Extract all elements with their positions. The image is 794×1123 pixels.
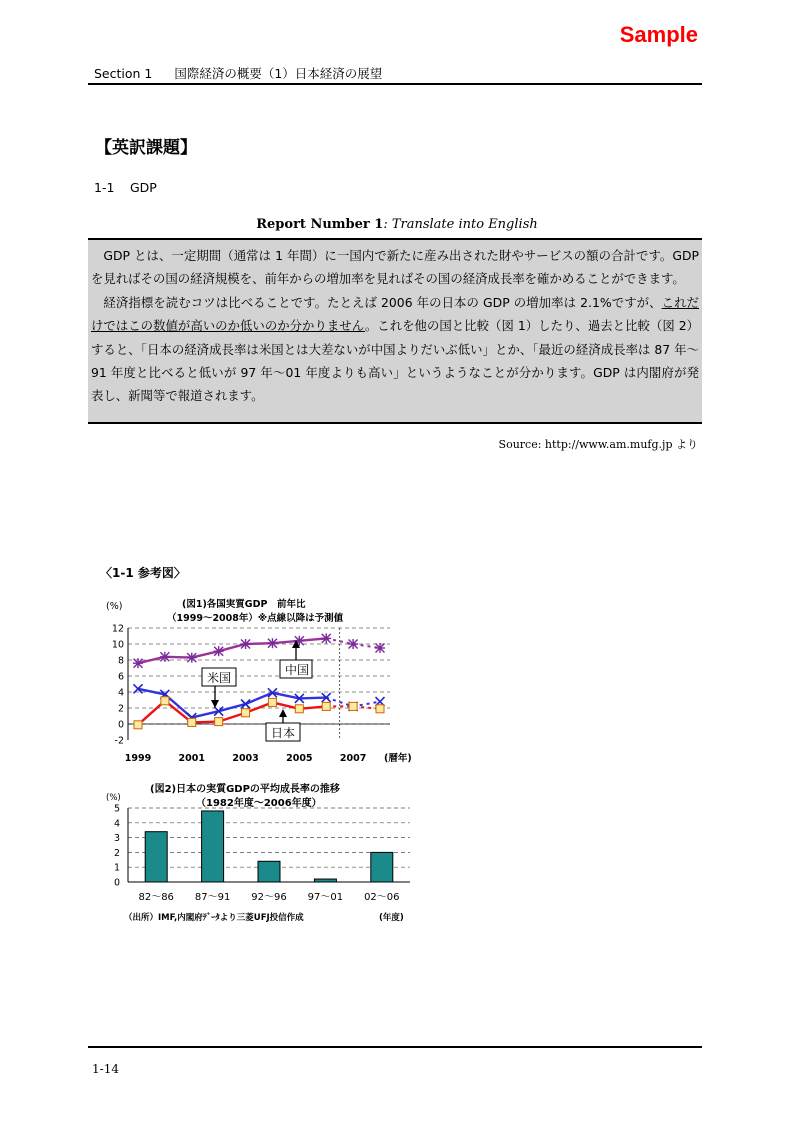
data-point	[321, 633, 331, 643]
data-point	[349, 702, 357, 710]
bar	[258, 861, 280, 882]
data-point	[241, 639, 251, 649]
x-tick-label: 1999	[124, 753, 152, 764]
item-label: GDP	[130, 180, 157, 195]
passage-text-b: 。これを他の国と比較（図 1）したり、過去と比較（図 2）すると、「日本の経済成長率は米国とは大差ないが中国よりだいぶ低い」とか、「最近の経済成長率は 87 年～91 年度と比べると低いが 97 年～01 年度よりも高い」というようなことが分かります。GDP は内閣府が発表し、新聞等で報道されます。	[91, 318, 699, 404]
figure-2	[90, 778, 430, 932]
data-point	[214, 646, 224, 656]
x-tick-label: 92～96	[251, 892, 287, 903]
x-tick-label: 02～06	[364, 892, 400, 903]
data-point	[375, 643, 385, 653]
reference-figure-label: 〈1-1 参考図〉	[100, 566, 186, 580]
x-tick-label: 87～91	[194, 892, 231, 903]
y-tick-label: 0	[117, 719, 124, 731]
label-china-text: 中国	[285, 663, 310, 677]
chart1-xlabel: (暦年)	[384, 753, 412, 764]
y-tick-label: 4	[113, 818, 120, 830]
data-point	[376, 705, 384, 713]
data-point	[295, 705, 303, 713]
data-point	[268, 698, 276, 706]
y-tick-label: 6	[117, 671, 124, 683]
chart2-subtitle: （1982年度～2006年度）	[196, 798, 322, 809]
figure-1	[90, 592, 430, 776]
line-chart	[90, 592, 430, 772]
label-usa-text: 米国	[207, 671, 232, 685]
y-tick-label: 12	[111, 623, 124, 635]
y-tick-label: -2	[114, 735, 124, 747]
data-point	[188, 718, 196, 726]
passage-paragraph-2	[91, 291, 699, 408]
y-tick-label: 0	[113, 877, 120, 889]
y-tick-label: 2	[117, 703, 124, 715]
x-tick-label: 97～01	[307, 892, 344, 903]
data-point	[215, 718, 223, 726]
bar	[314, 879, 336, 882]
sample-watermark: Sample	[619, 22, 698, 47]
chart2-title: (図2)日本の実質GDPの平均成長率の推移	[150, 784, 340, 795]
page-header	[94, 64, 701, 82]
y-tick-label: 8	[117, 655, 124, 667]
x-tick-label: 2003	[232, 753, 259, 764]
data-point	[187, 653, 197, 663]
report-label: Report Number 1	[256, 217, 384, 232]
chart2-ylabel: (%)	[106, 793, 121, 803]
passage-box	[88, 238, 702, 424]
x-tick-label: 2001	[178, 753, 206, 764]
footer-rule	[88, 1046, 702, 1048]
x-tick-label: 82～86	[138, 892, 174, 903]
chart2-note: （出所）IMF,内閣府ﾃﾞｰﾀより三菱UFJ投信作成	[124, 913, 304, 923]
chart1-subtitle: （1999～2008年）※点線以降は予測値	[167, 613, 344, 624]
data-point	[161, 697, 169, 705]
data-point	[134, 721, 142, 729]
bar	[145, 832, 167, 882]
section-title: 【英訳課題】	[95, 138, 197, 158]
data-point	[133, 658, 143, 668]
data-point	[348, 639, 358, 649]
label-japan-text: 日本	[271, 726, 296, 740]
item-heading	[94, 180, 157, 195]
x-tick-label: 2005	[286, 753, 313, 764]
passage-paragraph-1: GDP とは、一定期間（通常は 1 年間）に一国内で新たに産み出された財やサービスの額の合計です。GDP を見ればその国の経済規模を、前年からの増加率を見ればその国の経済成長率を確かめることができます。	[91, 248, 699, 287]
passage-underlined: これだけではこの数値が高いのか低いのか分かりません	[91, 294, 700, 334]
header-title: 国際経済の概要（1）日本経済の展望	[174, 66, 383, 81]
report-instruction: : Translate into English	[383, 217, 538, 232]
label-usa	[202, 668, 236, 708]
data-point	[267, 638, 277, 648]
chart1-ylabel: (%)	[106, 601, 123, 612]
bar	[371, 852, 393, 882]
x-tick-label: 2007	[339, 753, 367, 764]
chart2-xlabel: (年度)	[379, 913, 404, 923]
item-number: 1-1	[94, 180, 115, 195]
y-tick-label: 5	[113, 803, 120, 815]
report-heading	[0, 217, 794, 232]
bar	[202, 811, 224, 882]
source-line: Source: http://www.am.mufg.jp より	[498, 438, 698, 451]
data-point	[242, 709, 250, 717]
data-point	[322, 702, 330, 710]
label-japan	[266, 709, 300, 741]
data-point	[160, 652, 170, 662]
y-tick-label: 3	[113, 833, 120, 845]
y-tick-label: 2	[113, 847, 120, 859]
y-tick-label: 1	[113, 862, 120, 874]
chart1-title: (図1)各国実質GDP 前年比	[182, 599, 306, 610]
passage-text-a: 経済指標を読むコツは比べることです。たとえば 2006 年の日本の GDP の増加率は 2.1%ですが、	[103, 294, 662, 310]
page-number: 1-14	[92, 1062, 119, 1076]
label-china	[280, 640, 312, 678]
y-tick-label: 4	[117, 687, 124, 699]
bar-chart	[90, 778, 430, 928]
header-section: Section 1	[94, 66, 153, 81]
y-tick-label: 10	[111, 639, 124, 651]
header-rule	[88, 83, 702, 85]
